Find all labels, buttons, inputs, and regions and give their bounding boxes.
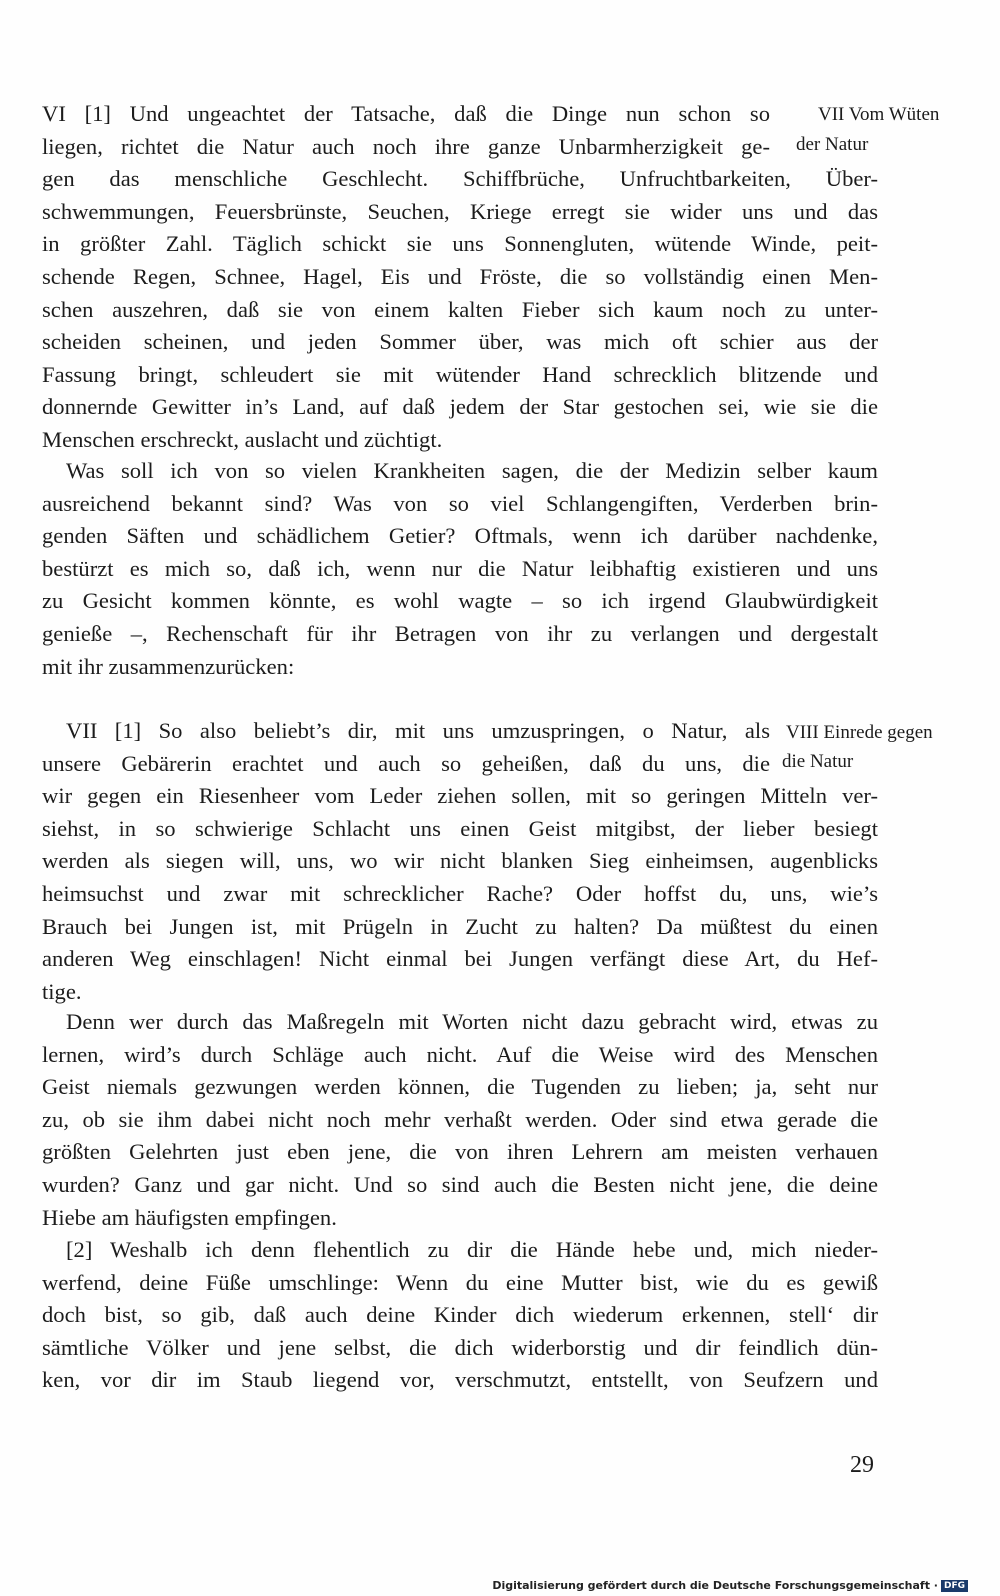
text-line: Fassung bringt, schleudert sie mit wütender Hand schrecklich blitzende und xyxy=(42,361,878,387)
text-line: Brauch bei Jungen ist, mit Prügeln in Zucht zu halten? Da müßtest du einen xyxy=(42,913,878,939)
text-line: wurden? Ganz und gar nicht. Und so sind auch die Besten nicht jene, die deine xyxy=(42,1171,878,1197)
marginal-note-line: die Natur xyxy=(782,751,854,772)
text-line: gen das menschliche Geschlecht. Schiffbrüche, Unfruchtbarkeiten, Über- xyxy=(42,166,878,192)
marginal-note-viii xyxy=(786,718,933,747)
text-line: VII [1] So also beliebt’s dir, mit uns umzuspringen, o Natur, als xyxy=(66,718,770,743)
paragraph-vi-1 xyxy=(42,98,878,457)
text-line: zu Gesicht kommen könnte, es wohl wagte – so ich irgend Glaubwürdigkeit xyxy=(42,588,878,614)
text-line: Denn wer durch das Maßregeln mit Worten nicht dazu gebracht wird, etwas zu xyxy=(66,1009,878,1034)
text-line: bestürzt es mich so, daß ich, wenn nur die Natur leibhaftig existieren und uns xyxy=(42,555,878,581)
text-line: VI [1] Und ungeachtet der Tatsache, daß die Dinge nun schon so xyxy=(42,101,770,126)
text-line: ausreichend bekannt sind? Was von so viel Schlangengiften, Verderben brin- xyxy=(42,490,878,516)
text-line: schende Regen, Schnee, Hagel, Eis und Fröste, die so vollständig einen Men- xyxy=(42,263,878,289)
page-number: 29 xyxy=(850,1452,874,1478)
text-line: Was soll ich von so vielen Krankheiten sagen, die der Medizin selber kaum xyxy=(66,458,878,483)
marginal-note-vii xyxy=(818,100,939,129)
marginal-note-line: der Natur xyxy=(796,134,869,155)
text-line: zu, ob sie ihm dabei nicht noch mehr verhaßt werden. Oder sind etwa gerade die xyxy=(42,1106,878,1132)
text-line: sämtliche Völker und jene selbst, die dich widerborstig und dir feindlich dün- xyxy=(42,1334,878,1360)
marginal-note-line: VII Vom Wüten xyxy=(818,104,940,125)
text-line: heimsuchst und zwar mit schrecklicher Rache? Oder hoffst du, uns, wie’s xyxy=(42,880,878,906)
text-line: wir gegen ein Riesenheer vom Leder ziehen sollen, mit so geringen Mitteln ver- xyxy=(42,783,878,809)
paragraph-vii-1 xyxy=(42,715,878,1008)
text-line: unsere Gebärerin erachtet und auch so geheißen, daß du uns, die xyxy=(42,750,770,776)
text-line: schen auszehren, daß sie von einem kalten Fieber sich kaum noch zu unter- xyxy=(42,296,878,322)
text-line: Geist niemals gezwungen werden können, die Tugenden zu lieben; ja, seht nur xyxy=(42,1074,878,1100)
text-line: werden als siegen will, uns, wo wir nicht blanken Sieg einheimsen, augenblicks xyxy=(42,848,878,874)
marginal-note-line: VIII Einrede gegen xyxy=(786,722,933,743)
text-line: Hiebe am häufigsten empfingen. xyxy=(42,1204,337,1230)
text-line: ken, vor dir im Staub liegend vor, verschmutzt, entstellt, von Seufzern und xyxy=(42,1367,878,1393)
text-line: größten Gelehrten just eben jene, die von ihren Lehrern am meisten verhauen xyxy=(42,1139,878,1165)
text-line: genieße –, Rechenschaft für ihr Betragen von ihr zu verlangen und dergestalt xyxy=(42,620,878,646)
marginal-note-viii-cont xyxy=(782,747,853,776)
dfg-logo: DFG xyxy=(941,1580,968,1592)
marginal-note-vii-cont xyxy=(796,130,868,159)
text-line: lernen, wird’s durch Schläge auch nicht. Auf die Weise wird des Menschen xyxy=(42,1041,878,1067)
paragraph-vii-2 xyxy=(42,1234,878,1397)
text-line: liegen, richtet die Natur auch noch ihre ganze Unbarmherzigkeit ge- xyxy=(42,133,770,159)
digitization-footer xyxy=(492,1579,968,1592)
text-line: siehst, in so schwierige Schlacht uns einen Geist mitgibst, der lieber besiegt xyxy=(42,815,878,841)
text-line: donnernde Gewitter in’s Land, auf daß jedem der Star gestochen sei, wie sie die xyxy=(42,394,878,420)
text-line: in größter Zahl. Täglich schickt sie uns Sonnengluten, wütende Winde, peit- xyxy=(42,231,878,257)
text-line: mit ihr zusammenzurücken: xyxy=(42,653,295,679)
text-line: schwemmungen, Feuersbrünste, Seuchen, Kriege erregt sie wider uns und das xyxy=(42,198,878,224)
text-line: [2] Weshalb ich denn flehentlich zu dir die Hände hebe und, mich nieder- xyxy=(66,1237,878,1262)
footer-text: Digitalisierung gefördert durch die Deutsche Forschungsgemeinschaft · xyxy=(492,1579,938,1592)
text-line: werfend, deine Füße umschlinge: Wenn du eine Mutter bist, wie du es gewiß xyxy=(42,1269,878,1295)
paragraph-vi-2 xyxy=(42,455,878,683)
text-line: doch bist, so gib, daß auch deine Kinder dich wiederum erkennen, stell‘ dir xyxy=(42,1302,878,1328)
text-line: Menschen erschreckt, auslacht und züchtigt. xyxy=(42,426,443,452)
text-line: genden Säften und schädlichem Getier? Oftmals, wenn ich darüber nachdenke, xyxy=(42,523,878,549)
paragraph-vii-1-cont xyxy=(42,1006,878,1234)
text-line: tige. xyxy=(42,978,82,1004)
text-line: anderen Weg einschlagen! Nicht einmal bei Jungen verfängt diese Art, du Hef- xyxy=(42,946,878,972)
text-line: scheiden scheinen, und jeden Sommer über, was mich oft schier aus der xyxy=(42,329,878,355)
